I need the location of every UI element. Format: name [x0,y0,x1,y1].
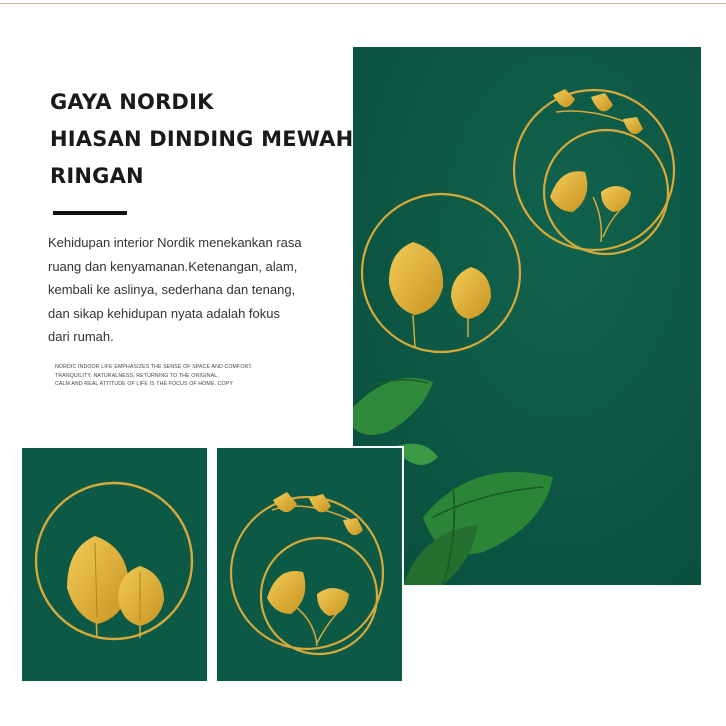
description-line: Kehidupan interior Nordik menekankan rasa [48,235,302,250]
main-product-photo [353,47,701,585]
monstera-ring-illustration [22,448,207,681]
page-heading [50,84,353,195]
description-text [48,231,348,349]
heading-line: GAYA NORDIK [50,90,214,114]
heading-line: RINGAN [50,164,144,188]
english-note-line: NORDIC INDOOR LIFE EMPHASIZES THE SENSE OF SPACE AND COMFORT. [55,364,253,370]
heading-underline [53,211,127,215]
description-line: ruang dan kenyamanan.Ketenangan, alam, [48,258,298,274]
top-divider [0,3,726,4]
description-line: dan sikap kehidupan nyata adalah fokus [48,305,281,321]
description-line: kembali ke aslinya, sederhana dan tenang, [48,282,296,298]
english-note-line: TRANQUILITY, NATURALNESS, RETURNING TO THE ORIGINAL, [55,372,219,379]
heading-line: HIASAN DINDING MEWAH [50,127,354,151]
description-line: dari rumah. [48,329,114,345]
product-thumbnail-monstera[interactable] [22,448,207,681]
ginkgo-ring-illustration [217,448,402,681]
english-note-line: CALM AND REAL ATTITUDE OF LIFE IS THE FOCUS OF HOME. COPY [55,381,233,388]
product-thumbnail-ginkgo[interactable] [217,448,402,681]
english-note [55,363,315,389]
main-photo-illustration [353,47,701,585]
